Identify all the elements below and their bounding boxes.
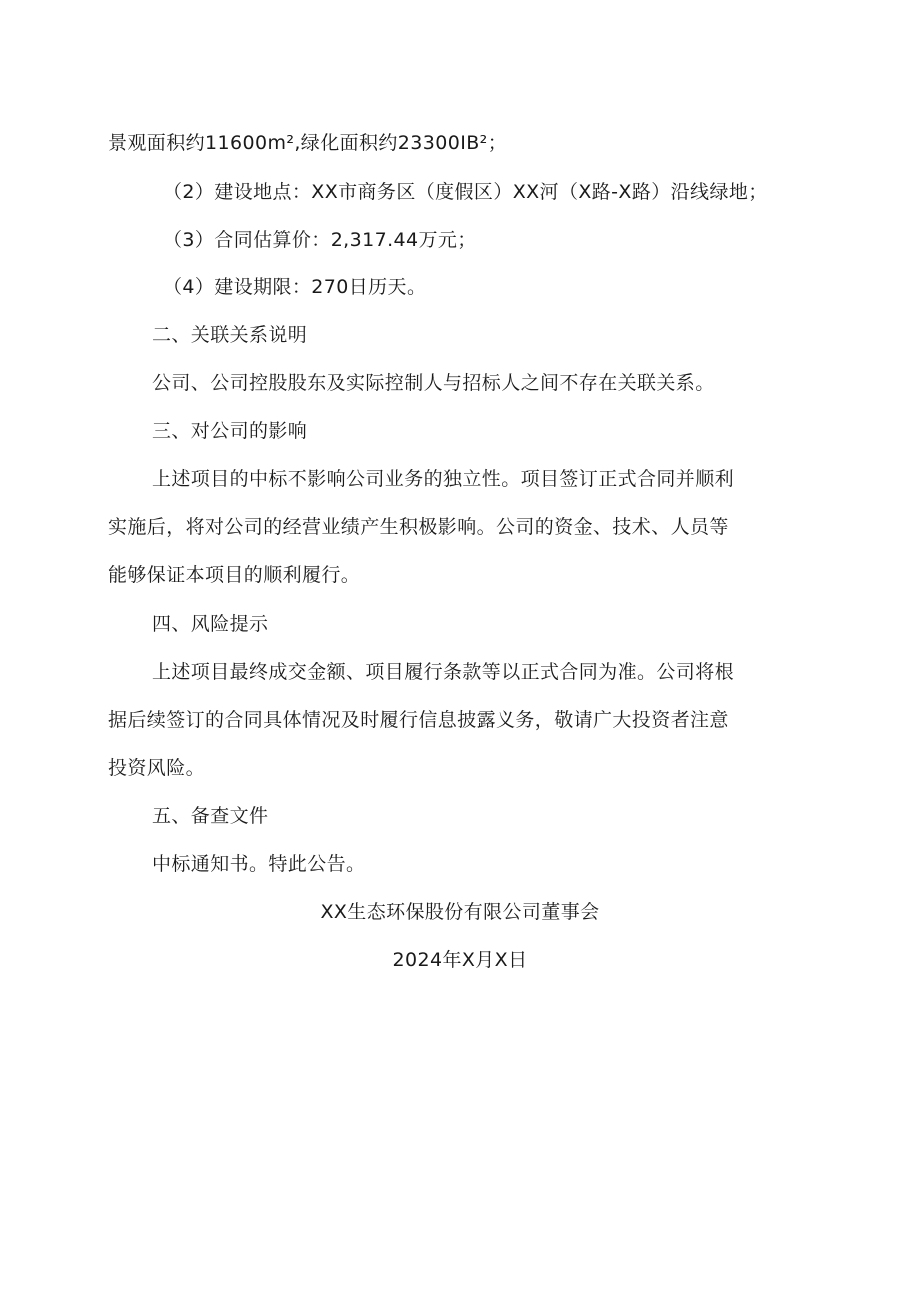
section-heading: 四、风险提示 (152, 613, 269, 635)
paragraph-line: （4）建设期限：270日历天。 (163, 276, 427, 298)
paragraph-line: （2）建设地点：XX市商务区（度假区）XX河（X路-X路）沿线绿地； (163, 181, 768, 203)
paragraph-line: 中标通知书。特此公告。 (152, 853, 366, 875)
section-heading: 二、关联关系说明 (152, 324, 308, 346)
paragraph-line: 据后续签订的合同具体情况及时履行信息披露义务，敬请广大投资者注意 (108, 709, 729, 731)
paragraph-line: 公司、公司控股股东及实际控制人与招标人之间不存在关联关系。 (152, 372, 715, 394)
signature-company: XX生态环保股份有限公司董事会 (320, 901, 600, 923)
section-heading: 三、对公司的影响 (152, 420, 308, 442)
section-heading: 五、备查文件 (152, 805, 269, 827)
paragraph-line: 能够保证本项目的顺利履行。 (108, 564, 361, 586)
paragraph-line: 上述项目的中标不影响公司业务的独立性。项目签订正式合同并顺利 (152, 468, 735, 490)
paragraph-line: 实施后，将对公司的经营业绩产生积极影响。公司的资金、技术、人员等 (108, 516, 729, 538)
signature-date: 2024年X月X日 (392, 949, 528, 971)
paragraph-line: 景观面积约11600m²,绿化面积约23300IB²； (108, 132, 508, 154)
paragraph-line: 上述项目最终成交金额、项目履行条款等以正式合同为准。公司将根 (152, 661, 735, 683)
paragraph-line: （3）合同估算价：2,317.44万元； (163, 229, 477, 251)
paragraph-line: 投资风险。 (108, 757, 206, 779)
